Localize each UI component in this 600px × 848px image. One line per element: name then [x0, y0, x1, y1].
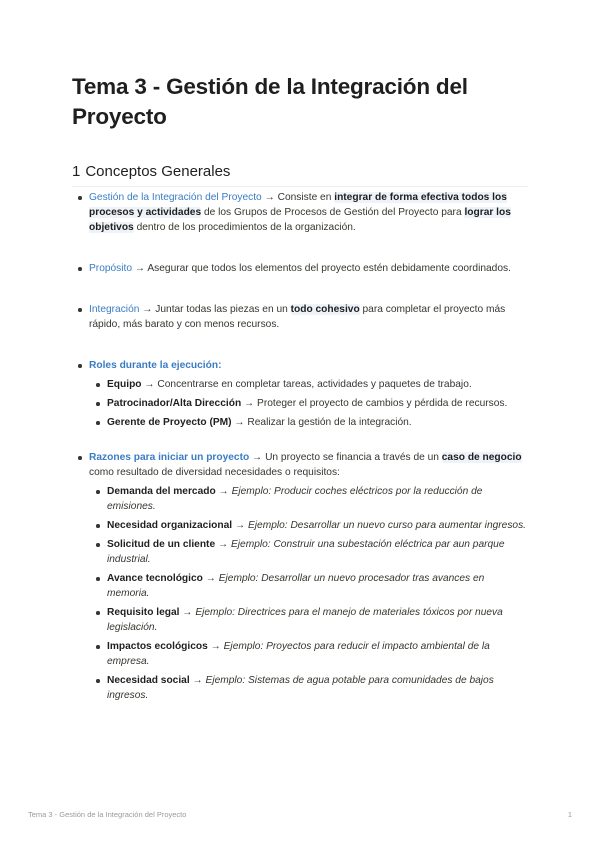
footer-title: Tema 3 - Gestión de la Integración del Proyecto: [28, 810, 187, 819]
page-footer: [28, 810, 572, 819]
sub-item-requisito-legal: Requisito legal → Ejemplo: Directrices para el manejo de materiales tóxicos por nueva legislación.: [89, 605, 528, 635]
sub-item-gerente: Gerente de Proyecto (PM) → Realizar la gestión de la integración.: [89, 415, 528, 430]
sub-item-patrocinador: Patrocinador/Alta Dirección → Proteger el proyecto de cambios y pérdida de recursos.: [89, 396, 528, 411]
term-link[interactable]: Propósito: [89, 263, 133, 274]
roles-sublist: [89, 377, 528, 430]
term-link[interactable]: Gestión de la Integración del Proyecto: [89, 192, 262, 203]
highlight: todo cohesivo: [290, 304, 360, 315]
list-item-integracion: Integración → Juntar todas las piezas en un todo cohesivo para completar el proyecto más rápido, más barato y con menos recursos.: [72, 302, 528, 332]
sub-item-demanda: Demanda del mercado → Ejemplo: Producir coches eléctricos por la reducción de emisiones.: [89, 484, 528, 514]
term-link[interactable]: Razones para iniciar un proyecto: [89, 452, 250, 463]
sub-item-avance-tecnologico: Avance tecnológico → Ejemplo: Desarrollar un nuevo procesador tras avances en memoria.: [89, 571, 528, 601]
document-body: [72, 190, 528, 707]
sub-item-equipo: Equipo → Concentrarse en completar tareas, actividades y paquetes de trabajo.: [89, 377, 528, 392]
section-heading: [72, 161, 528, 187]
concept-list: [72, 190, 528, 703]
highlight: lograr los objetivos: [89, 207, 511, 233]
section-heading-text: Conceptos Generales: [85, 163, 231, 180]
page-title: Tema 3 - Gestión de la Integración del Proyecto: [72, 74, 468, 129]
term-link[interactable]: Integración: [89, 304, 140, 315]
highlight: caso de negocio: [441, 452, 522, 463]
list-item-razones: Razones para iniciar un proyecto → Un proyecto se financia a través de un caso de negocio como resultado de diversidad necesidades o requisitos: Demanda del mercado → Ejemplo: Producir coches eléctricos por la reducción de emisiones. Necesidad organizacional → Ejemplo: Desarrollar un nuevo curso para aumentar ingresos. Solicitud de un cliente → Ejemplo: Construir una subestación eléctrica par aun parque industrial. Avance tecnológico → Ejemplo: Desarrollar un nuevo procesador tras avances en memoria. Requisito legal → Ejemplo: Directrices para el manejo de materiales tóxicos por nueva legislación. Impactos ecológicos → Ejemplo: Proyectos para reducir el impacto ambiental de la empresa. Necesidad social → Ejemplo: Sistemas de agua potable para comunidades de bajos ingresos.: [72, 450, 528, 703]
highlight: integrar de forma efectiva todos los procesos y actividades: [89, 192, 507, 218]
page-number: 1: [567, 810, 572, 819]
term-link[interactable]: Roles durante la ejecución:: [89, 360, 222, 371]
sub-item-necesidad-social: Necesidad social → Ejemplo: Sistemas de agua potable para comunidades de bajos ingresos.: [89, 673, 528, 703]
sub-item-impactos-ecologicos: Impactos ecológicos → Ejemplo: Proyectos para reducir el impacto ambiental de la empresa.: [89, 639, 528, 669]
list-item-proposito: Propósito → Asegurar que todos los elementos del proyecto estén debidamente coordinados.: [72, 261, 528, 276]
section-number: 1: [72, 163, 81, 180]
list-item-gestion-integracion: Gestión de la Integración del Proyecto → Consiste en integrar de forma efectiva todos los procesos y actividades de los Grupos de Procesos de Gestión del Proyecto para lograr los objetivos dentro de los procedimientos de la organización.: [72, 190, 528, 235]
razones-sublist: [89, 484, 528, 703]
list-item-roles: [72, 358, 528, 430]
sub-item-solicitud-cliente: Solicitud de un cliente → Ejemplo: Construir una subestación eléctrica par aun parque industrial.: [89, 537, 528, 567]
sub-item-necesidad-organizacional: Necesidad organizacional → Ejemplo: Desarrollar un nuevo curso para aumentar ingresos.: [89, 518, 528, 533]
